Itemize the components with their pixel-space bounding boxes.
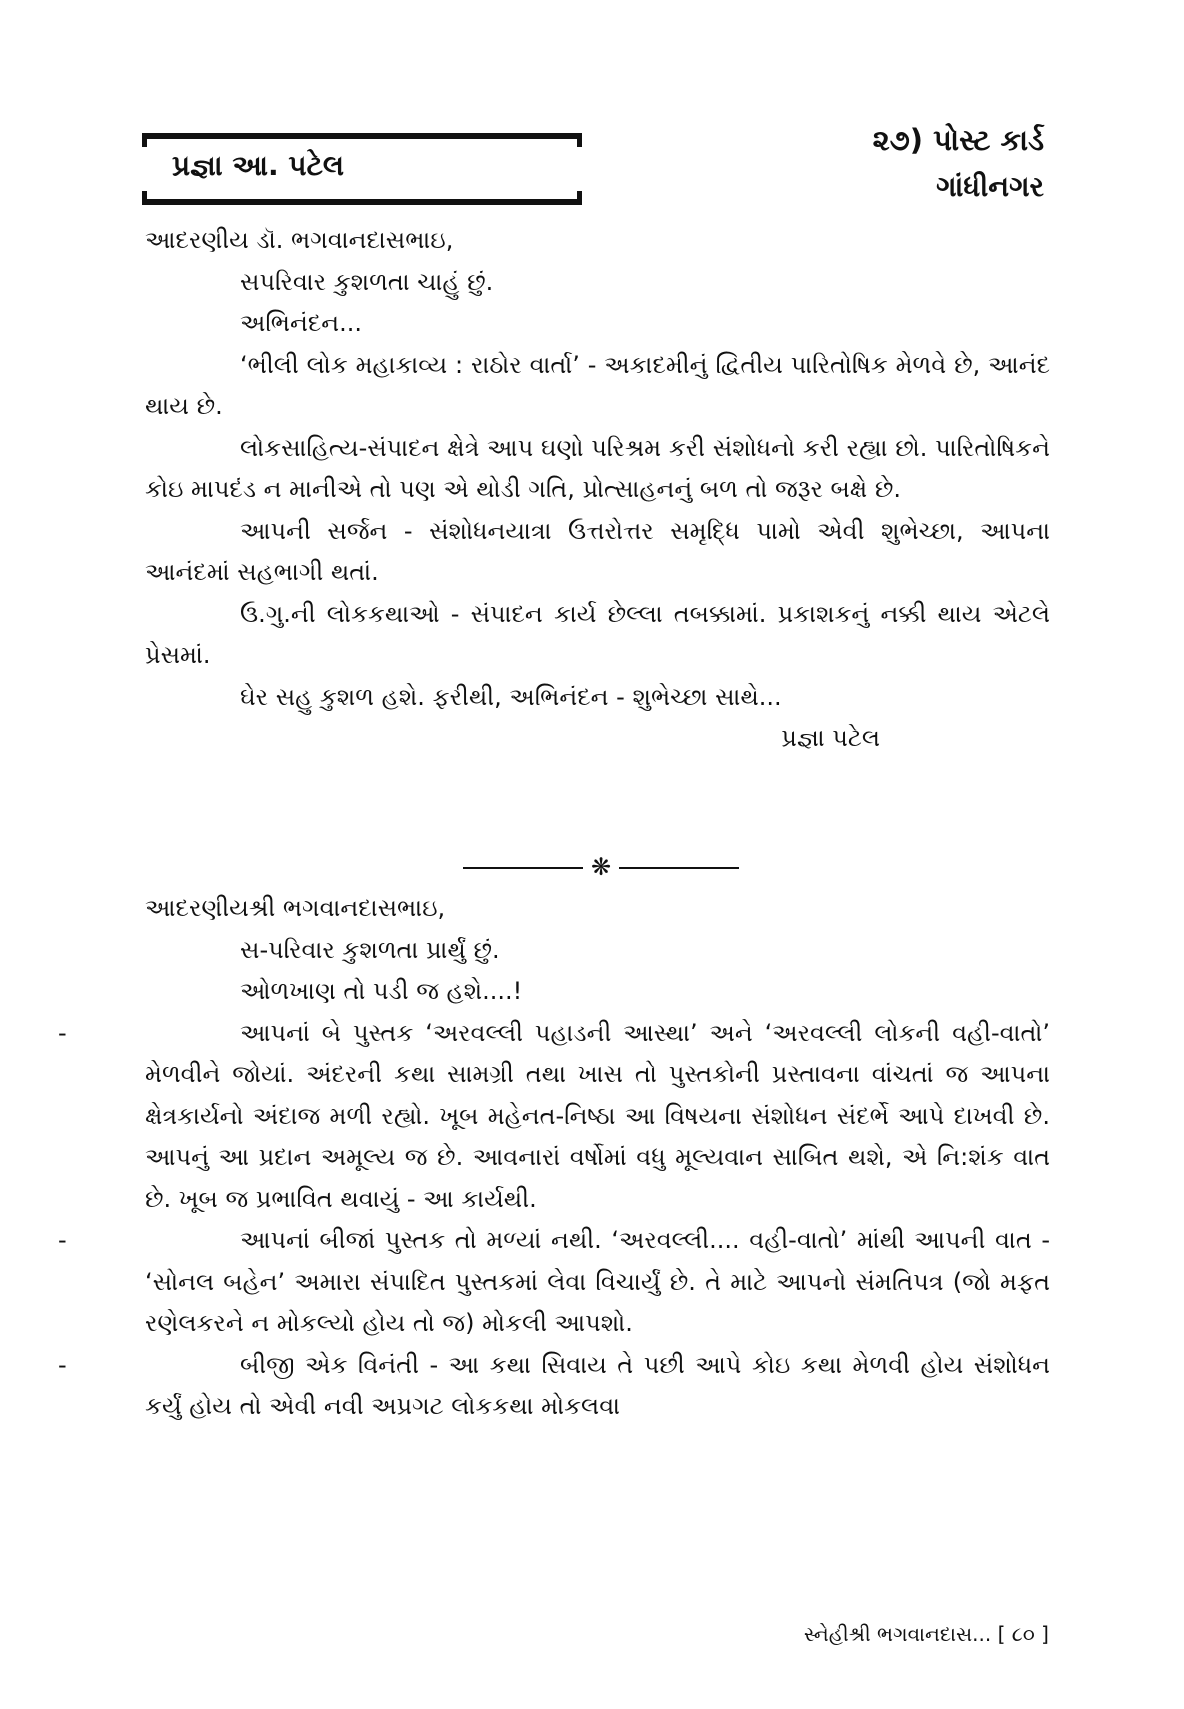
author-box bbox=[142, 133, 582, 205]
divider-ornament-icon: ❋ bbox=[583, 850, 619, 884]
author-box-bottom-rule bbox=[142, 199, 582, 205]
letter-two-salutation: આદરણીયશ્રી ભગવાનદાસભાઇ, bbox=[145, 894, 446, 922]
letter-one-paragraph: ઉ.ગુ.ની લોકકથાઓ - સંપાદન કાર્ય છેલ્લા તબક્કામાં. પ્રકાશકનું નક્કી થાય એટલે પ્રેસમાં. bbox=[145, 599, 1050, 669]
footer-page-number: [ ૮૦ ] bbox=[997, 1622, 1049, 1646]
footer-book-title: સ્નેહીશ્રી ભગવાનદાસ... bbox=[803, 1622, 992, 1646]
section-divider bbox=[463, 853, 739, 881]
letter-one bbox=[145, 220, 1050, 760]
letter-number-title: ૨૭) પોસ્ટ કાર્ડ bbox=[872, 123, 1044, 157]
author-name: પ્રજ્ઞા આ. પટેલ bbox=[172, 149, 345, 182]
letter-two-item-text: આપનાં બીજાં પુસ્તક તો મળ્યાં નથી. ‘અરવલ્લી.... વહી-વાતો’ માંથી આપની વાત - ‘સોનલ બહેન’ અમારા સંપાદિત પુસ્તકમાં લેવા વિચાર્યું છે. તે માટે આપનો સંમતિપત્ર (જો મફત રણેલકરને ન મોકલ્યો હોય તો જ) મોકલી આપશો. bbox=[145, 1226, 1050, 1337]
letter-one-paragraph: ‘ભીલી લોક મહાકાવ્ય : રાઠોર વાર્તા’ - અકાદમીનું દ્વિતીય પારિતોષિક મેળવે છે, આનંદ થાય છે. bbox=[145, 350, 1050, 420]
letter-one-line: અભિનંદન... bbox=[240, 309, 363, 337]
dash-marker: - bbox=[58, 1350, 67, 1379]
letter-one-signature: પ્રજ્ઞા પટેલ bbox=[781, 724, 880, 752]
author-box-corner bbox=[577, 133, 582, 147]
letter-two-item bbox=[58, 1013, 1050, 1221]
letter-two-item-text: આપનાં બે પુસ્તક ‘અરવલ્લી પહાડની આસ્થા’ અને ‘અરવલ્લી લોકની વહી-વાતો’ મેળવીને જોયાં. અંદરની કથા સામગ્રી તથા ખાસ તો પુસ્તકોની પ્રસ્તાવના વાંચતાં જ આપના ક્ષેત્રકાર્યનો અંદાજ મળી રહ્યો. ખૂબ મહેનત-નિષ્ઠા આ વિષયના સંશોધન સંદર્ભે આપે દાખવી છે. આપનું આ પ્રદાન અમૂલ્ય જ છે. આવનારાં વર્ષોમાં વધુ મૂલ્યવાન સાબિત થશે, એ નિ:શંક વાત છે. ખૂબ જ પ્રભાવિત થવાયું - આ કાર્યથી. bbox=[145, 1018, 1050, 1213]
letter-two bbox=[58, 888, 1050, 1428]
author-box-top-rule bbox=[142, 133, 582, 139]
letter-one-paragraph: ઘેર સહુ કુશળ હશે. ફરીથી, અભિનંદન - શુભેચ્છા સાથે... bbox=[240, 682, 782, 711]
page-footer bbox=[804, 1622, 1049, 1646]
author-box-corner bbox=[142, 133, 147, 147]
letter-two-item-text: બીજી એક વિનંતી - આ કથા સિવાય તે પછી આપે કોઇ કથા મેળવી હોય સંશોધન કર્યું હોય તો એવી નવી અપ્રગટ લોકકથા મોકલવા bbox=[145, 1350, 1050, 1420]
letter-one-paragraph: લોકસાહિત્ય-સંપાદન ક્ષેત્રે આપ ઘણો પરિશ્રમ કરી સંશોધનો કરી રહ્યા છો. પારિતોષિકને કોઇ માપદંડ ન માનીએ તો પણ એ થોડી ગતિ, પ્રોત્સાહનનું બળ તો જરૂર બક્ષે છે. bbox=[145, 433, 1050, 503]
letter-two-line: સ-પરિવાર કુશળતા પ્રાર્થું છું. bbox=[240, 935, 500, 964]
city-name: ગાંધીનગર bbox=[936, 170, 1044, 203]
letter-one-salutation: આદરણીય ડૉ. ભગવાનદાસભાઇ, bbox=[145, 226, 454, 254]
letter-one-line: સપરિવાર કુશળતા ચાહું છું. bbox=[240, 267, 494, 296]
dash-marker: - bbox=[58, 1018, 67, 1047]
letter-two-item bbox=[58, 1220, 1050, 1345]
letter-one-paragraph: આપની સર્જન - સંશોધનયાત્રા ઉત્તરોત્તર સમૃદ્ધિ પામો એવી શુભેચ્છા, આપના આનંદમાં સહભાગી થતાં. bbox=[145, 516, 1050, 586]
header-right bbox=[873, 123, 1044, 204]
letter-two-line: ઓળખાણ તો પડી જ હશે....! bbox=[240, 977, 523, 1005]
dash-marker: - bbox=[58, 1226, 67, 1254]
letter-two-item bbox=[58, 1345, 1050, 1428]
